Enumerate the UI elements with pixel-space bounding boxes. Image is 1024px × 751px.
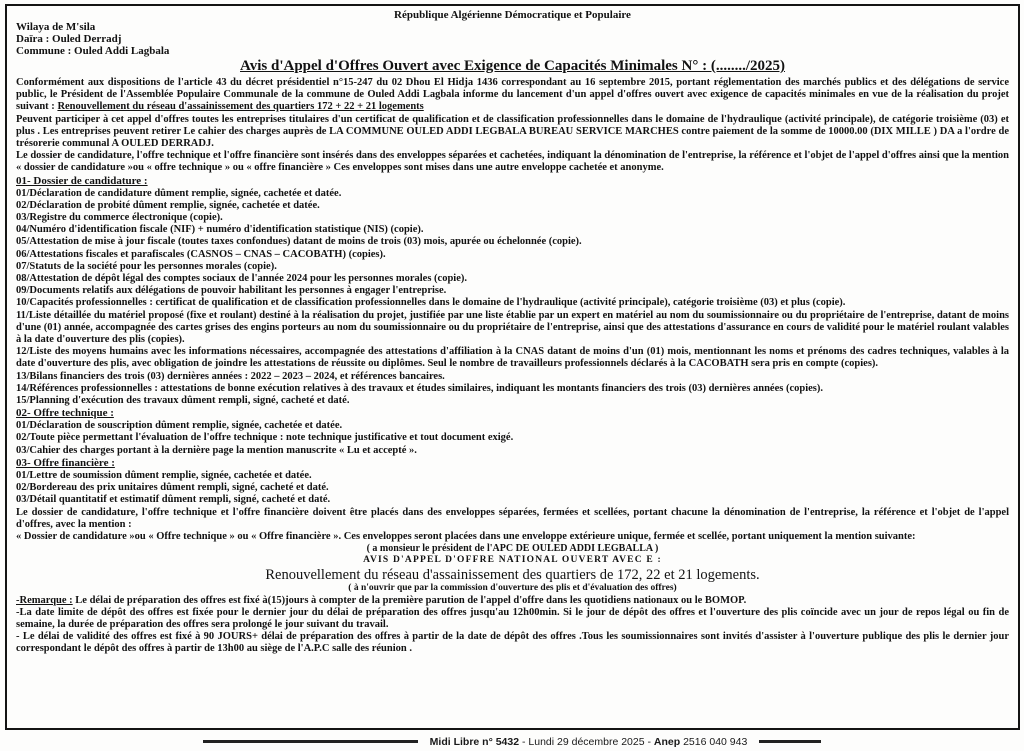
footer-rule-left <box>203 740 418 743</box>
remark-paragraph-2: -La date limite de dépôt des offres est fixée pour le dernier jour du délai de préparation des offres jusqu'au 12h00min. Si le jour de dépôt des offres et l'ouverture des plis coïncide avec un jour de repos légal ou fin de semaine, la durée de préparation des offres sera prolongé le jour suivant du travail. <box>16 606 1009 631</box>
dossier-item: 02/Déclaration de probité dûment remplie, signée, cachetée et datée. <box>16 199 320 211</box>
dossier-item: 13/Bilans financiers des trois (03) dernières années : 2022 – 2023 – 2024, et références bancaires. <box>16 370 445 382</box>
project-name: Renouvellement du réseau d'assainissement des quartiers 172 + 22 + 21 logements <box>57 101 424 113</box>
intro-text: Conformément aux dispositions de l'article 43 du décret présidentiel n°15-247 du 02 Dhou El Hidja 1436 correspondant au 16 septembre 2015, portant réglementation des marchés publics et des délégations de service public, le Président de l'Assemblée Populaire Communale de la commune de Ouled Addi Lagbala informe du lancement d'un appel d'offres ouvert avec exigence de capacités minimales en vue de la réalisation du projet suivant : <box>16 77 1009 113</box>
offre-financiere-item: 03/Détail quantitatif et estimatif dûment rempli, signé, cacheté et daté. <box>16 494 331 506</box>
republic-header: République Algérienne Démocratique et Populaire <box>394 9 631 21</box>
dossier-item: 08/Attestation de dépôt légal des comptes sociaux de l'année 2024 pour les personnes morales (copie). <box>16 273 467 285</box>
dossier-item: 01/Déclaration de candidature dûment remplie, signée, cachetée et datée. <box>16 187 342 199</box>
commune-line: Commune : Ouled Addi Lagbala <box>16 45 170 57</box>
envelopes-intro-paragraph: Le dossier de candidature, l'offre technique et l'offre financière sont insérés dans des enveloppes séparées et cachetées, indiquant la dénomination de l'entreprise, la référence et l'objet de l'appel d'offres ainsi que la mention « dossier de candidature »ou « offre technique » ou « offre financière » Ces enveloppes sont mises dans une autre enveloppe cachetée et anonyme. <box>16 150 1009 174</box>
section-heading-offre-technique: 02- Offre technique : <box>16 407 114 420</box>
dossier-item: 06/Attestations fiscales et parafiscales (CASNOS – CNAS – CACOBATH) (copies). <box>16 248 386 260</box>
document-frame <box>5 4 1020 730</box>
envelope-notice-line: AVIS D'APPEL D'OFFRE NATIONAL OUVERT AVEC E : <box>363 555 662 566</box>
dossier-item: 03/Registre du commerce électronique (copie). <box>16 212 223 224</box>
participation-paragraph: Peuvent participer à cet appel d'offres toutes les entreprises titulaires d'un certificat de qualification et de classification professionnelles dans le domaine de l'hydraulique (activité principale), de catégorie troisième (03) et plus . Les entreprises peuvent retirer Le cahier des charges auprès de LA COMMUNE OULED ADDI LEGBALA BUREAU SERVICE MARCHES contre paiement de la somme de 10000.00 (DIX MILLE ) DA a l'ordre de trésorerie communal A OULED DERRADJ. <box>16 113 1009 150</box>
footer-anep-number: 2516 040 943 <box>680 735 748 748</box>
dossier-item: 14/Références professionnelles : attestations de bonne exécution relatives à des travaux et études similaires, indiquant les montants financiers des trois (03) dernières années (copies). <box>16 382 823 394</box>
footer-paper-name: Midi Libre n° 5432 <box>429 735 520 748</box>
notice-title: Avis d'Appel d'Offres Ouvert avec Exigence de Capacités Minimales N° : (......../2025) <box>240 58 785 74</box>
remark-paragraph-1 <box>16 595 1009 607</box>
offre-financiere-item: 01/Lettre de soumission dûment remplie, signée, cachetée et datée. <box>16 469 312 481</box>
document-header <box>16 9 1009 57</box>
envelope-open-note: ( à n'ouvrir que par la commission d'ouverture des plis et d'évaluation des offres) <box>348 583 677 594</box>
offre-financiere-item: 02/Bordereau des prix unitaires dûment rempli, signé, cacheté et daté. <box>16 482 329 494</box>
footer-text <box>430 736 748 748</box>
offre-technique-item: 03/Cahier des charges portant à la dernière page la mention manuscrite « Lu et accepté ». <box>16 444 417 456</box>
publication-footer <box>0 733 1024 750</box>
daira-line: Daïra : Ouled Derradj <box>16 33 122 45</box>
footer-anep-label: Anep <box>653 735 681 748</box>
dossier-item: 15/Planning d'exécution des travaux dûment rempli, signé, cacheté et daté. <box>16 395 350 407</box>
offre-technique-item: 01/Déclaration de souscription dûment remplie, signée, cachetée et datée. <box>16 420 343 432</box>
section-heading-offre-financiere: 03- Offre financière : <box>16 456 115 469</box>
footer-rule-right <box>759 740 821 743</box>
remark-label: -Remarque : <box>16 594 73 606</box>
remark-text-1: Le délai de préparation des offres est fixé à(15)jours à compter de la première parution de l'appel d'offre dans les quotidiens nationaux ou le BOMOP. <box>72 594 747 606</box>
section-heading-dossier: 01- Dossier de candidature : <box>16 174 148 187</box>
wilaya-line: Wilaya de M'sila <box>16 21 96 33</box>
offre-technique-item: 02/Toute pièce permettant l'évaluation de l'offre technique : note technique justificative et tout document exigé. <box>16 432 514 444</box>
dossier-item: 10/Capacités professionnelles : certificat de qualification et de classification professionnelles dans le domaine de l'hydraulique (activité principale), catégorie troisième (03) et plus (copie). <box>16 297 846 309</box>
footer-sep-2: - <box>644 735 654 748</box>
dossier-item: 11/Liste détaillée du matériel proposé (fixe et roulant) destiné à la réalisation du projet, justifiée par une liste établie par un expert en matériel au nom du soumissionnaire ou du propriétaire de l'entreprise, datant de moins d'une (01) année, accompagnée des cartes grises des engins porteurs au nom du soumissionnaire ou du propriétaire de l'entreprise, ainsi que des attestations d'assurance en cours de validité pour le matériel roulant valables à la date d'ouverture des plis (copies). <box>16 309 1009 346</box>
intro-paragraph <box>16 77 1009 114</box>
envelope-project-line: Renouvellement du réseau d'assainissement des quartiers de 172, 22 et 21 logements. <box>265 566 760 583</box>
footer-sep-1: - <box>519 735 529 748</box>
dossier-item: 09/Documents relatifs aux délégations de pouvoir habilitant les personnes à engager l'entreprise. <box>16 285 447 297</box>
dossier-item: 04/Numéro d'identification fiscale (NIF) + numéro d'identification statistique (NIS) (copie). <box>16 224 424 236</box>
dossier-item: 12/Liste des moyens humains avec les informations nécessaires, accompagnée des attestations d'affiliation à la CNAS datant de moins d'un (01) mois, mentionnant les noms et prénoms des cadres techniques, valables à la date d'ouverture des plis, avec obligation de joindre les attestations de réussite ou diplômes. Seul le nombre de travailleurs professionnels déclarés à la CACOBATH sera pris en compte (copies). <box>16 346 1009 370</box>
remark-paragraph-3: - Le délai de validité des offres est fixé à 90 JOURS+ délai de préparation des offres à partir de la date de dépôt des offres .Tous les soumissionnaires sont invités d'assister à l'ouverture publique des plis le dernier jour correspondant le dépôt des offres à partir de 13h00 au siège de l'A.P.C salle des réunion . <box>16 631 1009 655</box>
closing-paragraph-2: « Dossier de candidature »ou « Offre technique » ou « Offre financière ». Ces enveloppes seront placées dans une enveloppe extérieure unique, fermée et scellée, portant uniquement la mention suivante: <box>16 530 916 542</box>
footer-date: Lundi 29 décembre 2025 <box>528 735 645 748</box>
closing-paragraph-1: Le dossier de candidature, l'offre technique et l'offre financière doivent être placés dans des enveloppes séparées, fermées et scellées, portant chacune la dénomination de l'entreprise, la référence et l'objet de l'appel d'offres, avec la mention : <box>16 506 1009 530</box>
dossier-item: 07/Statuts de la société pour les personnes morales (copie). <box>16 260 277 272</box>
envelope-addressee-line: ( a monsieur le président de l'APC DE OULED ADDI LEGBALLA ) <box>366 543 659 555</box>
dossier-item: 05/Attestation de mise à jour fiscale (toutes taxes confondues) datant de moins de trois (03) mois, apurée ou échelonnée (copie). <box>16 236 582 248</box>
